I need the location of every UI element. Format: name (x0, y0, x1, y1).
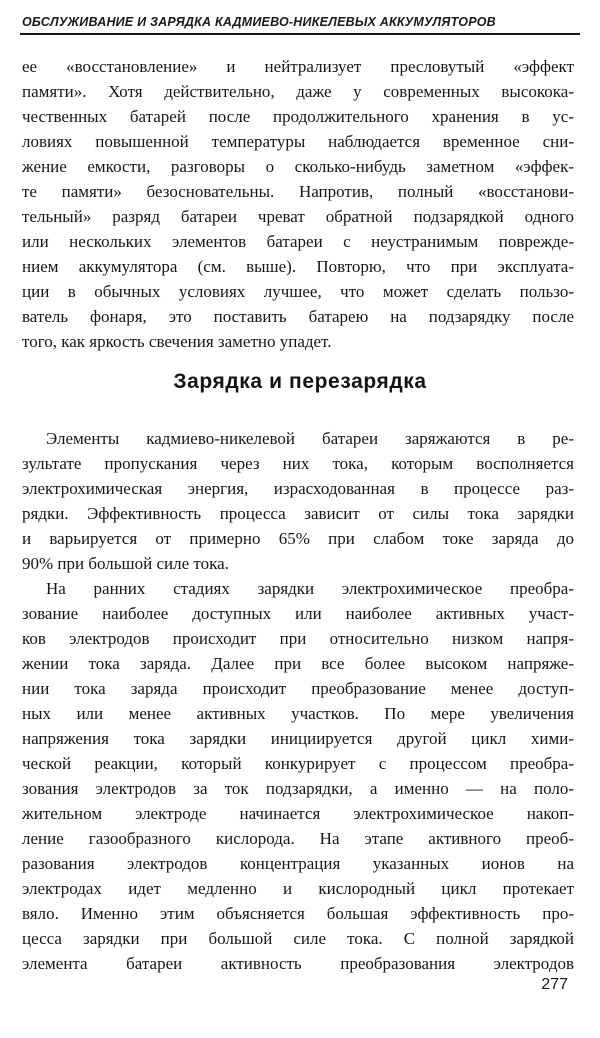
header-rule (20, 33, 580, 35)
text-line: того, как яркость свечения заметно упадет. (22, 332, 332, 351)
text-line: зование наиболее доступных или наиболее активных участ- (22, 604, 574, 623)
page-number: 277 (541, 976, 568, 993)
text-line: жение емкости, разговоры о сколько-нибудь заметном «эффек- (22, 157, 574, 176)
text-line: вяло. Именно этим объясняется большая эффективность про- (22, 904, 574, 923)
text-line: ческой реакции, который конкурирует с процессом преобра- (22, 754, 574, 773)
text-line: памяти». Хотя действительно, даже у современных высокока- (22, 82, 574, 101)
text-line: цесса зарядки при большой силе тока. С полной зарядкой (22, 929, 574, 948)
text-line: нии тока заряда происходит преобразование менее доступ- (22, 679, 574, 698)
text-line: ции в обычных условиях лучшее, что может сделать пользо- (22, 282, 574, 301)
text-line: 90% при большой силе тока. (22, 554, 229, 573)
text-line: элемента батареи активность преобразования электродов (22, 954, 574, 973)
text-line: ление газообразного кислорода. На этапе активного преоб- (22, 829, 574, 848)
text-line: ных или менее активных участков. По мере увеличения (22, 704, 574, 723)
text-line: Элементы кадмиево-никелевой батареи заряжаются в ре- (46, 429, 574, 448)
text-line: На ранних стадиях зарядки электрохимическое преобра- (46, 579, 574, 598)
text-line: напряжения тока зарядки инициируется другой цикл хими- (22, 729, 574, 748)
text-line: жительном электроде начинается электрохимическое накоп- (22, 804, 574, 823)
text-line: жении тока заряда. Далее при все более высоком напряже- (22, 654, 574, 673)
text-line: зования электродов за ток подзарядки, а именно — на поло- (22, 779, 574, 798)
text-line: ловиях повышенной температуры наблюдается временное сни- (22, 132, 574, 151)
text-line: или нескольких элементов батареи с неустранимым поврежде- (22, 232, 574, 251)
text-line: тельный» разряд батареи чреват обратной подзарядкой одного (22, 207, 574, 226)
text-line: ее «восстановление» и нейтрализует пресловутый «эффект (22, 57, 574, 76)
text-line: те памяти» безосновательны. Напротив, полный «восстанови- (22, 182, 574, 201)
text-line: разования электродов концентрация указанных ионов на (22, 854, 574, 873)
text-line: электродах идет медленно и кислородный цикл протекает (22, 879, 574, 898)
section-heading: Зарядка и перезарядка (173, 370, 427, 393)
text-line: нием аккумулятора (см. выше). Повторю, что при эксплуата- (22, 257, 574, 276)
text-line: ватель фонаря, это поставить батарею на подзарядку после (22, 307, 574, 326)
text-line: электрохимическая энергия, израсходованная в процессе раз- (22, 479, 574, 498)
running-header: ОБСЛУЖИВАНИЕ И ЗАРЯДКА КАДМИЕВО-НИКЕЛЕВЫХ АККУМУЛЯТОРОВ (22, 15, 496, 29)
text-line: ков электродов происходит при относительно низком напря- (22, 629, 574, 648)
text-line: и варьируется от примерно 65% при слабом токе заряда до (22, 529, 574, 548)
text-line: рядки. Эффективность процесса зависит от силы тока зарядки (22, 504, 574, 523)
text-line: зультате пропускания через них тока, которым восполняется (22, 454, 574, 473)
text-line: чественных батарей после продолжительного хранения в ус- (22, 107, 574, 126)
